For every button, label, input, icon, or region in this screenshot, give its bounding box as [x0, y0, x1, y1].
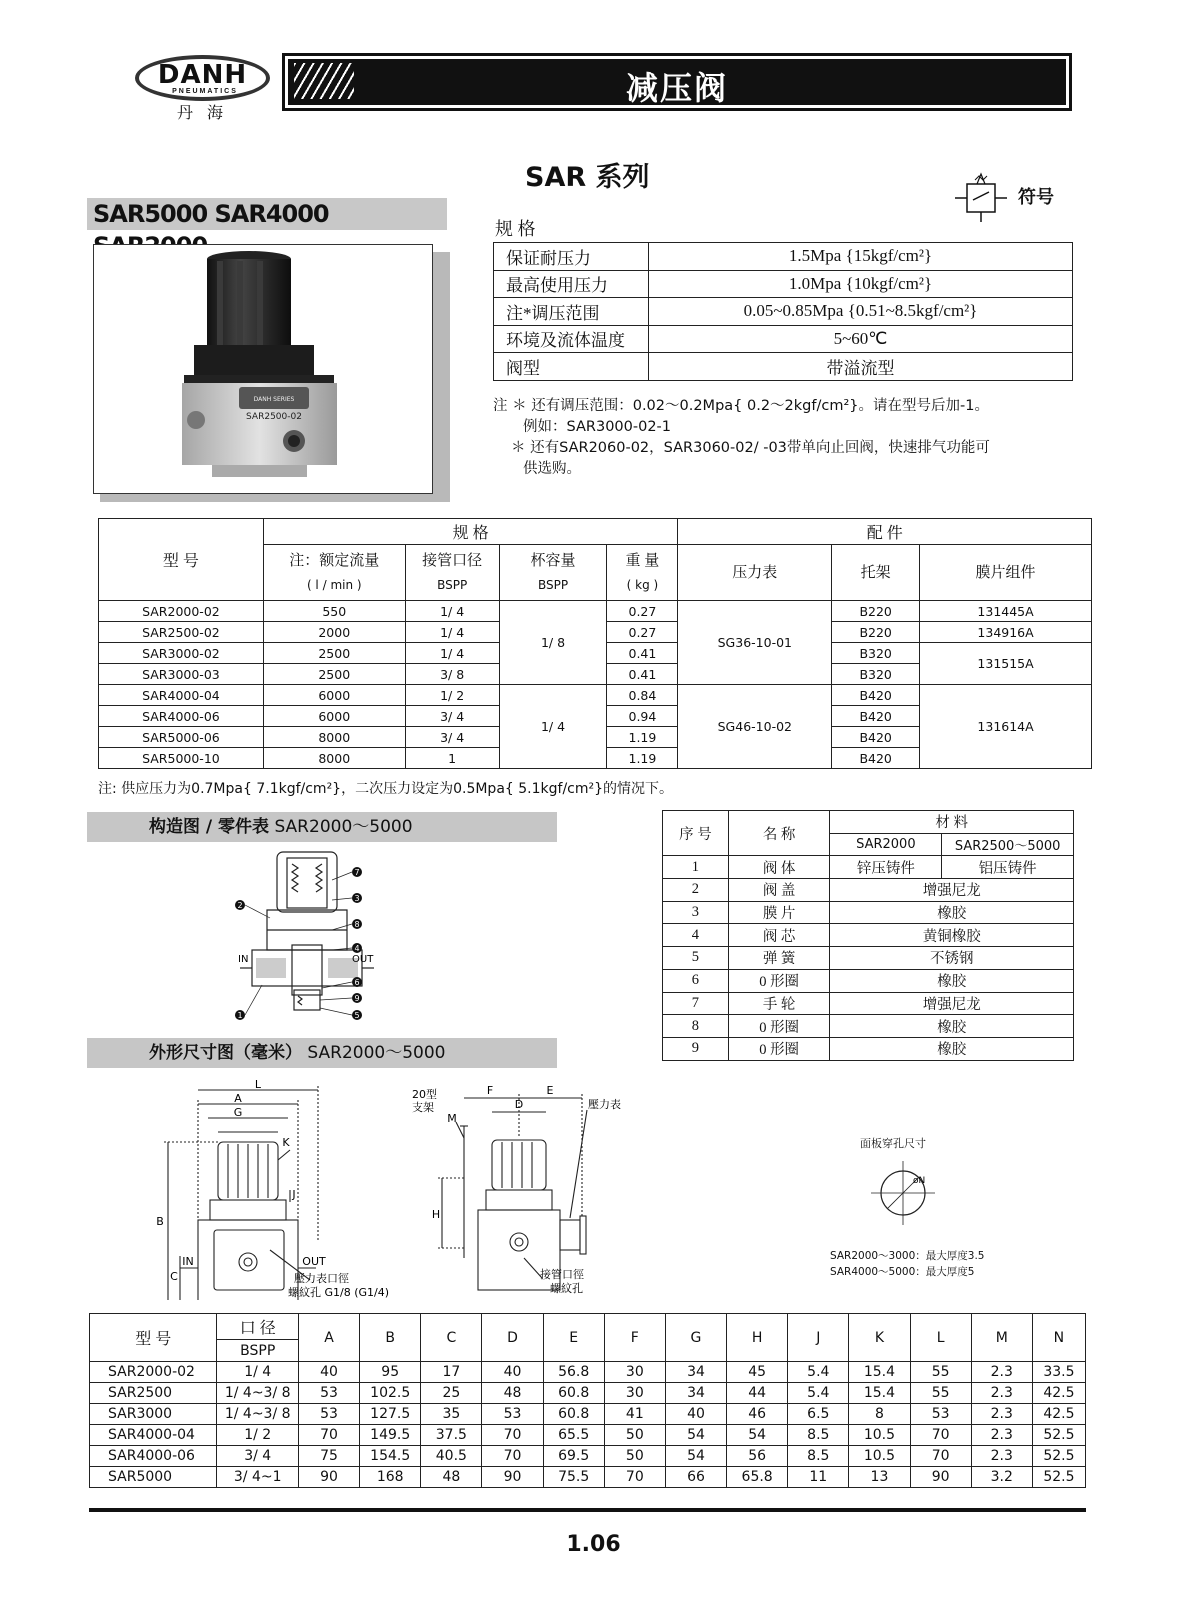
dim-D-label: D [514, 1098, 524, 1111]
materials-table [662, 810, 1074, 1061]
brand-logo-sub: PNEUMATICS [172, 88, 238, 95]
table-row: 阀型 带溢流型 [494, 353, 1073, 381]
pipe-port-label: 接管口徑 [540, 1268, 584, 1281]
callout-1: 1 [237, 1011, 243, 1020]
page-number: 1.06 [566, 1532, 621, 1557]
in-label: IN [238, 954, 249, 965]
page-title: 减压阀 [625, 69, 728, 107]
table-row: SAR4000-04 6000 1/ 2 1/ 4 0.84 SG46-10-02 B420 131614A [99, 685, 1092, 706]
callout-7: 7 [354, 868, 360, 877]
panel-hole-label: 面板穿孔尺寸 [860, 1137, 926, 1150]
table-row: 2 阀 盖 增强尼龙 [663, 879, 1074, 902]
table-row: SAR2500-02 2000 1/ 4 0.27 B220 134916A [99, 622, 1092, 643]
dim-N-label: øN [913, 1176, 926, 1186]
callout-5: 5 [354, 1011, 360, 1020]
table-row: SAR2500 1/ 4~3/ 8 53 102.5 25 48 60.8 30 34 44 5.4 15.4 55 2.3 42.5 [90, 1383, 1086, 1404]
dim-C-label: C [170, 1270, 178, 1283]
table-row: SAR3000 1/ 4~3/ 8 53 127.5 35 53 60.8 41 40 46 6.5 8 53 2.3 42.5 [90, 1404, 1086, 1425]
table-row: 3 膜 片 橡胶 [663, 901, 1074, 924]
front-dimension-drawing [150, 1080, 410, 1300]
callout-9: 9 [354, 994, 360, 1003]
brand-logo-text: DANH [157, 60, 248, 90]
brand-cn: 丹海 [176, 103, 237, 122]
photo-model-label: SAR2500-02 [246, 412, 302, 422]
models-bar: SAR5000 SAR4000 [87, 198, 447, 230]
dim-M-label: M [447, 1112, 457, 1125]
spec-label: 规 格 [495, 219, 536, 239]
table-row: 8 0 形圈 橡胶 [663, 1015, 1074, 1038]
callout-3: 3 [354, 894, 360, 903]
dim-L-label: L [254, 1080, 262, 1091]
dim-H-label: H [431, 1208, 441, 1221]
bottom-rule [89, 1508, 1086, 1512]
symbol-label: 符号 [1018, 187, 1054, 208]
bracket-label: 20型 [412, 1088, 437, 1101]
table-row: SAR4000-04 1/ 2 70 149.5 37.5 70 65.5 50 54 54 8.5 10.5 70 2.3 52.5 [90, 1425, 1086, 1446]
side-dimension-drawing [412, 1078, 642, 1300]
table-row: 环境及流体温度 5~60℃ [494, 325, 1073, 353]
spec-table [493, 242, 1073, 381]
table-row: SAR5000-10 8000 1 1.19 B420 [99, 748, 1092, 769]
product-photo [93, 244, 433, 494]
dim-A-label: A [234, 1092, 242, 1105]
table-row: SAR2000-02 1/ 4 40 95 17 40 56.8 30 34 45 5.4 15.4 55 2.3 33.5 [90, 1362, 1086, 1383]
regulator-product-illustration [94, 245, 432, 493]
title-bar [282, 53, 1072, 111]
table-row: 注*调压范围 0.05~0.85Mpa {0.51~8.5kgf/cm²} [494, 298, 1073, 326]
table-header-row: SAR2000 SAR2500～5000 [663, 833, 1074, 856]
table-row: SAR4000-06 3/ 4 75 154.5 40.5 70 69.5 50 54 56 8.5 10.5 70 2.3 52.5 [90, 1446, 1086, 1467]
callout-2: 2 [237, 901, 243, 910]
spec-notes: 注 ＊ 还有调压范围：0.02～0.2Mpa{ 0.2～2kgf/cm²}。请在型号后加-1。 例如：SAR3000-02-1 ＊ 还有SAR2060-02，SAR3060-02/ -03带单向止回阀，快速排气功能可 供选购。 [493, 398, 990, 477]
table-header-row: 型 号 规 格 配 件 [99, 519, 1092, 545]
out-label: OUT [352, 954, 374, 965]
gauge-thread-label: 螺紋孔 G1/8 (G1/4) [288, 1286, 390, 1299]
table-header-row: 序 号 名 称 材 料 [663, 811, 1074, 834]
dim-F-label: F [486, 1084, 494, 1097]
dim-J-label: J [292, 1188, 296, 1201]
table-header-row: 注：额定流量 ( l / min ) 接管口径 BSPP 杯容量 BSPP 重 量 ( kg ) 压力表 托架 膜片组件 [99, 545, 1092, 601]
table-row: 6 0 形圈 橡胶 [663, 969, 1074, 992]
table-row: 4 阀 芯 黄铜橡胶 [663, 924, 1074, 947]
supply-note: 注: 供应压力为0.7Mpa{ 7.1kgf/cm²}，二次压力设定为0.5Mpa{ 5.1kgf/cm²}的情况下。 [98, 781, 674, 797]
table-row: 5 弹 簧 不锈钢 [663, 947, 1074, 970]
panel-note-2: SAR4000～5000：最大厚度5 [830, 1266, 975, 1278]
table-row: SAR5000 3/ 4~1 90 168 48 90 75.5 70 66 65.8 11 13 90 3.2 52.5 [90, 1467, 1086, 1488]
callout-4: 4 [354, 944, 360, 953]
table-row: SAR2000-02 550 1/ 4 1/ 8 0.27 SG36-10-01 B220 131445A [99, 601, 1092, 622]
dim-B-label: B [156, 1215, 164, 1228]
table-row: SAR4000-06 6000 3/ 4 0.94 B420 [99, 706, 1092, 727]
gauge-port-label: 壓力表口徑 [294, 1272, 349, 1285]
dimensions-section-bar: 外形尺寸图（毫米） SAR2000～5000 [87, 1038, 557, 1068]
model-table [98, 518, 1092, 769]
regulator-symbol-icon [955, 170, 1017, 224]
panel-note-1: SAR2000～3000：最大厚度3.5 [830, 1250, 985, 1262]
table-row: SAR5000-06 8000 3/ 4 1.19 B420 [99, 727, 1092, 748]
dimensions-table [89, 1313, 1086, 1488]
dim-G-label: G [233, 1106, 243, 1119]
table-row: SAR3000-03 2500 3/ 8 0.41 B320 [99, 664, 1092, 685]
table-row: SAR3000-02 2500 1/ 4 0.41 B320 131515A [99, 643, 1092, 664]
table-row: 保证耐压力 1.5Mpa {15kgf/cm²} [494, 243, 1073, 271]
table-row: 1 阀 体 锌压铸件 铝压铸件 [663, 856, 1074, 879]
dim-E-label: E [546, 1084, 554, 1097]
series-title: SAR 系列 [525, 162, 650, 193]
table-row: 7 手 轮 增强尼龙 [663, 992, 1074, 1015]
bracket-label-2: 支架 [412, 1101, 434, 1114]
gauge-label: 壓力表 [588, 1098, 621, 1111]
panel-hole-icon [865, 1155, 945, 1235]
pipe-thread-label: 螺紋孔 [550, 1282, 583, 1295]
table-row: 9 0 形圈 橡胶 [663, 1037, 1074, 1060]
table-header-row: BSPP [90, 1340, 1086, 1362]
dim-K-label: K [282, 1136, 290, 1149]
table-row: 最高使用压力 1.0Mpa {10kgf/cm²} [494, 270, 1073, 298]
cross-section-drawing [232, 850, 382, 1030]
front-in-label: IN [182, 1255, 194, 1268]
table-header-row: 型 号 口 径 A B C D E F G H J K L M N [90, 1314, 1086, 1340]
front-out-label: OUT [302, 1255, 326, 1268]
callout-6: 6 [354, 978, 360, 987]
structure-section-bar: 构造图 / 零件表 SAR2000～5000 [87, 812, 557, 842]
photo-brand-label: DANH SERIES [253, 396, 295, 403]
callout-8: 8 [354, 920, 360, 929]
